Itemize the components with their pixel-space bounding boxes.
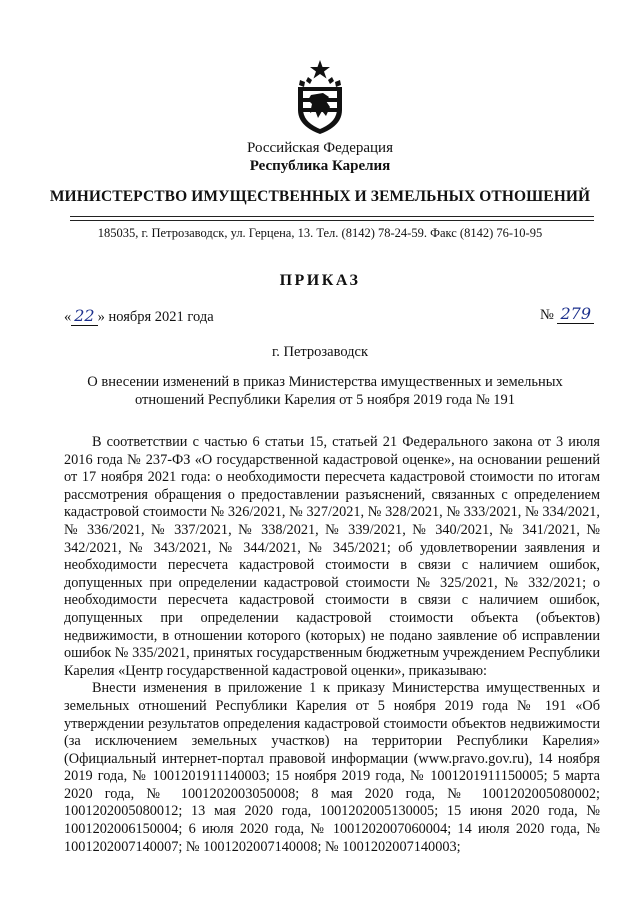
ministry-address: 185035, г. Петрозаводск, ул. Герцена, 13. Тел. (8142) 78-24-59. Факс (8142) 76-10-95 <box>97 226 543 240</box>
country-name: Российская Федерация <box>247 140 393 156</box>
order-date <box>64 306 214 326</box>
order-city: г. Петрозаводск <box>271 344 369 360</box>
republic-name: Республика Карелия <box>249 158 391 174</box>
number-handwritten: 279 <box>557 304 594 324</box>
date-day-handwritten: 22 <box>71 306 97 326</box>
order-body <box>64 434 600 856</box>
order-number <box>540 304 594 324</box>
body-paragraph: В соответствии с частью 6 статьи 15, статьей 21 Федерального закона от 3 июля 2016 года № 237-ФЗ «О государственной кадастровой оценке», на основании решений от 17 ноября 2021 года: о необходимости пересчета кадастровой стоимости по итогам рассмотрения обращения о предоставлении разъяснений, связанных с определением кадастровой стоимости № 326/2021, № 327/2021, № 328/2021, № 333/2021, № 334/2021, № 336/2021, № 337/2021, № 338/2021, № 339/2021, № 340/2021, № 341/2021, № 342/2021, № 343/2021, № 344/2021, № 345/2021; об удовлетворении заявления и необходимости пересчета кадастровой стоимости в связи с наличием ошибок, допущенных при определении кадастровой стоимости № 325/2021, № 332/2021; о необходимости пересчета кадастровой стоимости в связи с наличием ошибок, допущенных при определении кадастровой стоимости объекта (объектов) недвижимости, в отношении которого (которых) не подано заявление об исправлении ошибок № 335/2021, принятых государственным бюджетным учреждением Республики Карелия «Центр государственной кадастровой оценки», приказываю: <box>64 434 600 679</box>
date-open-quote: « <box>64 309 72 325</box>
ministry-name: МИНИСТЕРСТВО ИМУЩЕСТВЕННЫХ И ЗЕМЕЛЬНЫХ ОТНОШЕНИЙ <box>49 188 591 205</box>
coat-of-arms-of-karelia-icon <box>292 60 348 136</box>
header-divider <box>70 216 594 217</box>
order-subject: О внесении изменений в приказ Министерства имущественных и земельных отношений Республики Карелия от 5 ноября 2019 года № 191 <box>87 374 563 408</box>
date-month-year: ноября 2021 года <box>104 309 214 325</box>
date-close-quote: » <box>97 309 105 325</box>
header-divider-thin <box>70 220 594 221</box>
body-paragraph: Внести изменения в приложение 1 к приказу Министерства имущественных и земельных отношений Республики Карелия от 5 ноября 2019 года № 191 «Об утверждении результатов определения кадастровой стоимости объектов недвижимости (за исключением земельных участков) на территории Республики Карелия» (Официальный интернет-портал правовой информации (www.pravo.gov.ru), 14 ноября 2019 года, № 1001201911140003; 15 ноября 2019 года, № 1001201911150005; 5 марта 2020 года, № 1001202003050008; 8 мая 2020 года, № 1001202005080002; 1001202005080012; 13 мая 2020 года, 1001202005130005; 15 июня 2020 года, № 1001202006150004; 6 июля 2020 года, № 1001202007060004; 14 июля 2020 года, № 1001202007140007; № 1001202007140008; № 1001202007140003; <box>64 680 600 855</box>
document-title: ПРИКАЗ <box>279 272 361 289</box>
number-sign: № <box>540 307 554 323</box>
